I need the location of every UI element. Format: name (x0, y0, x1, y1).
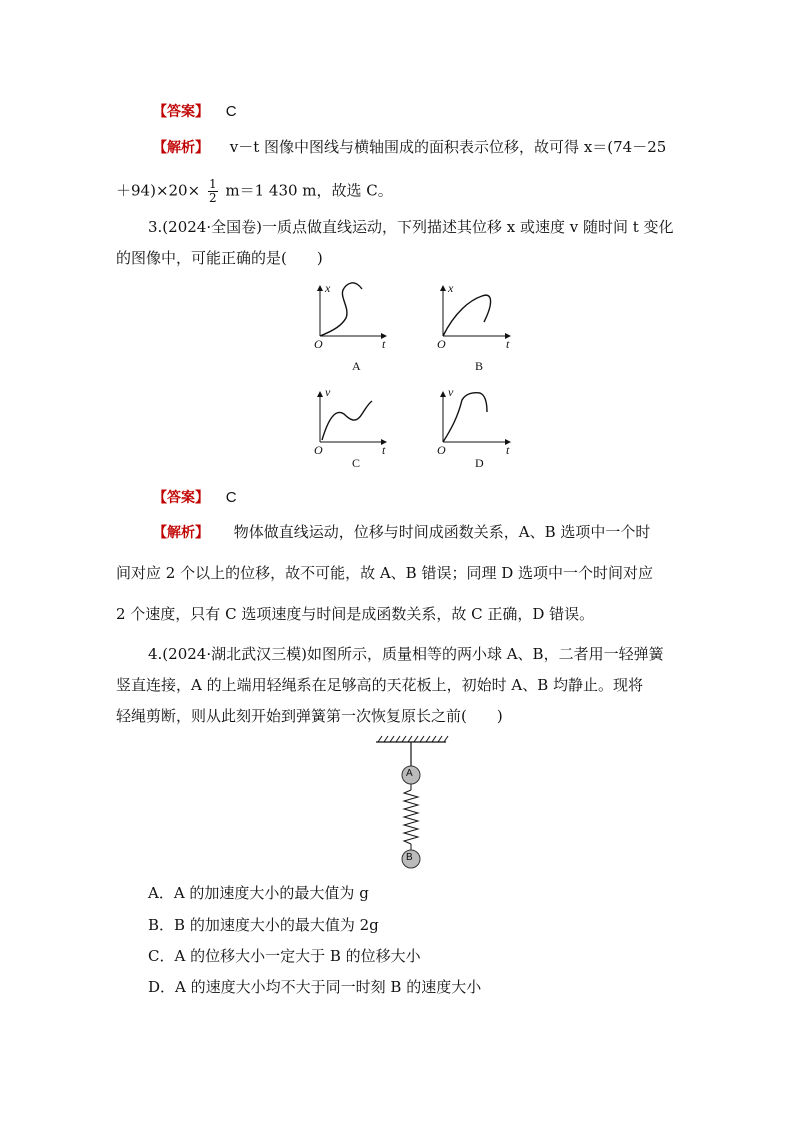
q3-analysis-text-3: 2 个速度，只有 C 选项速度与时间是成函数关系，故 C 正确，D 错误。 (116, 605, 595, 623)
graph-b-label: B (475, 359, 484, 373)
graph-d-y-label: v (448, 385, 454, 399)
q4-stem-line-2: 竖直连接，A 的上端用轻绳系在足够高的天花板上，初始时 A、B 均静止。现将 (116, 676, 643, 694)
q3-stem-line-2: 的图像中，可能正确的是( ) (116, 249, 323, 267)
q2-analysis-text-2b: m＝1 430 m，故选 C。 (225, 181, 393, 200)
fraction-denominator: 2 (208, 191, 217, 205)
graph-b-x-label: t (506, 337, 510, 351)
q3-answer: C (225, 489, 237, 506)
q3-answer-tag: 【答案】 (153, 490, 209, 506)
graph-d-origin: O (437, 443, 446, 457)
q2-answer: C (225, 103, 237, 120)
q2-analysis-tag: 【解析】 (153, 140, 209, 156)
graph-c-label: C (352, 456, 361, 470)
q3-analysis-tag: 【解析】 (153, 525, 209, 541)
q4-option-b: B．B 的加速度大小的最大值为 2g (148, 916, 379, 934)
q3-stem-line-1: 3.(2024·全国卷)一质点做直线运动，下列描述其位移 x 或速度 v 随时间 t 变化 (148, 218, 674, 236)
spring (404, 790, 418, 844)
q2-analysis-text-1: v－t 图像中图线与横轴围成的面积表示位移，故可得 x＝(74－25 (229, 138, 667, 156)
graph-d-x-label: t (506, 443, 510, 457)
graph-b-y-label: x (448, 281, 454, 295)
graph-c-y-label: v (325, 385, 331, 399)
q4-option-c: C．A 的位移大小一定大于 B 的位移大小 (148, 947, 421, 965)
ball-a-label: A (406, 768, 413, 779)
graph-b-origin: O (437, 337, 446, 351)
q2-analysis-text-2a: ＋94)×20× (116, 181, 201, 200)
ball-b-label: B (406, 852, 413, 863)
q3-analysis-text-1: 物体做直线运动，位移与时间成函数关系，A、B 选项中一个时 (233, 523, 651, 541)
graph-c-x-label: t (382, 443, 386, 457)
graph-c-origin: O (314, 443, 323, 457)
q2-answer-tag: 【答案】 (153, 104, 209, 120)
q4-stem-line-3: 轻绳剪断，则从此刻开始到弹簧第一次恢复原长之前( ) (116, 707, 503, 725)
graph-a-y-label: x (325, 281, 331, 295)
graph-d-label: D (475, 456, 484, 470)
ceiling (376, 736, 448, 742)
graph-a-origin: O (314, 337, 323, 351)
graph-a-x-label: t (382, 337, 386, 351)
q4-option-d: D．A 的速度大小均不大于同一时刻 B 的速度大小 (148, 978, 482, 996)
q3-analysis-text-2: 间对应 2 个以上的位移，故不可能，故 A、B 错误；同理 D 选项中一个时间对应 (116, 564, 654, 582)
q4-option-a: A．A 的加速度大小的最大值为 g (148, 884, 369, 902)
q4-stem-line-1: 4.(2024·湖北武汉三模)如图所示，质量相等的两小球 A、B，二者用一轻弹簧 (148, 645, 664, 663)
graph-a-label: A (352, 359, 361, 373)
fraction-numerator: 1 (208, 177, 217, 191)
